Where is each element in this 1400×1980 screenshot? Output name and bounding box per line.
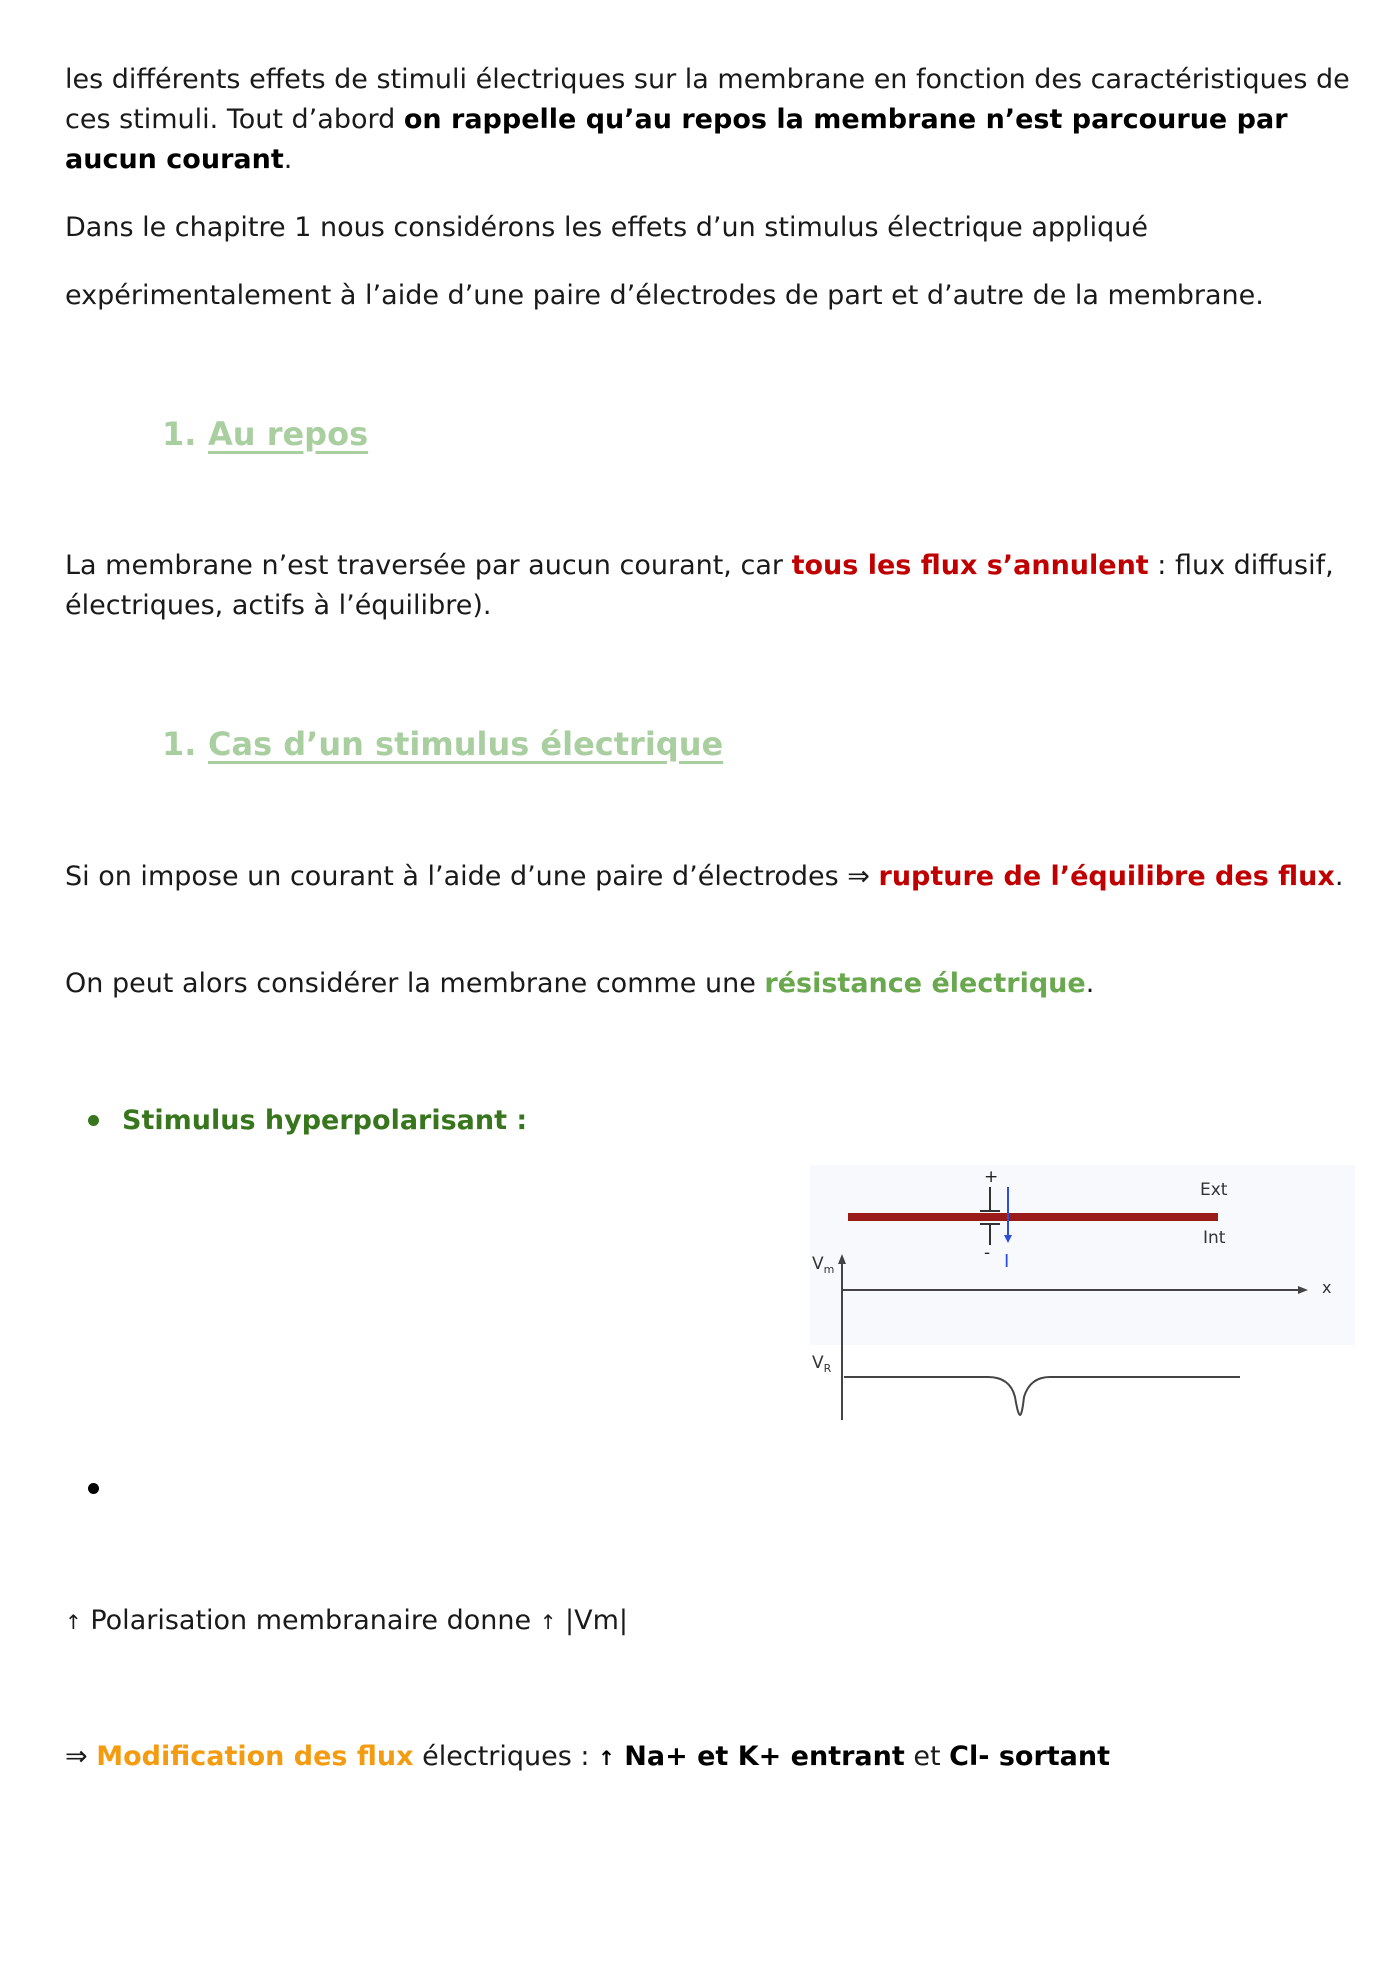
- modification-bold-sortant: Cl- sortant: [949, 1741, 1111, 1772]
- ext-label: Ext: [1200, 1180, 1228, 1200]
- modification-mid: et: [904, 1741, 950, 1772]
- potential-trace: [844, 1377, 1240, 1415]
- section-number: 1.: [162, 415, 197, 453]
- section-heading-stimulus: [162, 722, 723, 766]
- modification-bold-entrant: Na+ et K+ entrant: [614, 1741, 905, 1772]
- resistance-paragraph: [65, 964, 1355, 1004]
- chapter-line-1: Dans le chapitre 1 nous considérons les effets d’un stimulus électrique appliqué: [65, 212, 1149, 243]
- stimulus-highlight: rupture de l’équilibre des flux: [878, 861, 1335, 892]
- vr-label: $V_R$: [812, 1353, 832, 1375]
- membrane-bar: [848, 1213, 1218, 1221]
- stimulus-paragraph: [65, 857, 1355, 897]
- polarisation-text: Polarisation membranaire donne: [81, 1605, 540, 1636]
- section-title: Au repos: [208, 415, 369, 453]
- polarisation-line: [65, 1601, 1355, 1642]
- intro-paragraph: [65, 60, 1355, 180]
- section-heading-au-repos: [162, 412, 368, 456]
- chapter-line-2: expérimentalement à l’aide d’une paire d’électrodes de part et d’autre de la membrane.: [65, 280, 1264, 311]
- figure-background: [810, 1165, 1355, 1345]
- resistance-highlight: résistance électrique: [764, 968, 1086, 999]
- section-number: 1.: [162, 725, 197, 763]
- resistance-text: On peut alors considérer la membrane comme une: [65, 968, 765, 999]
- resistance-end: .: [1085, 968, 1095, 999]
- modification-highlight: Modification des flux: [96, 1741, 414, 1772]
- bullet-dot: [88, 1115, 99, 1126]
- bullet-dot-empty: [88, 1483, 99, 1494]
- polarisation-value: |Vm|: [556, 1605, 629, 1636]
- minus-label: -: [984, 1243, 991, 1263]
- modification-line: [65, 1737, 1355, 1778]
- section-title: Cas d’un stimulus électrique: [208, 725, 724, 763]
- arrow-up-icon: ↑: [539, 1610, 557, 1634]
- x-label: x: [1322, 1278, 1332, 1297]
- repos-paragraph: [65, 546, 1355, 626]
- membrane-figure: [810, 1165, 1360, 1450]
- current-label: I: [1004, 1251, 1010, 1272]
- vm-label: $V_m$: [812, 1254, 835, 1276]
- arrow-up-icon: ↑: [65, 1610, 82, 1634]
- int-label: Int: [1203, 1228, 1226, 1248]
- stimulus-text: Si on impose un courant à l’aide d’une paire d’électrodes ⇒: [65, 861, 879, 892]
- modification-prefix: ⇒: [65, 1741, 97, 1772]
- repos-rest: : flux diffusif, électriques, actifs à l’équilibre).: [65, 550, 1334, 621]
- arrow-up-icon: ↑: [598, 1746, 615, 1770]
- modification-text: électriques :: [413, 1741, 599, 1772]
- intro-bold: on rappelle qu’au repos la membrane n’est parcourue par aucun courant: [65, 104, 1288, 175]
- repos-highlight: tous les flux s’annulent: [791, 550, 1149, 581]
- stimulus-end: .: [1334, 861, 1344, 892]
- intro-text: les différents effets de stimuli électriques sur la membrane en fonction des caractéristiques de ces stimuli. Tout d’abord: [65, 64, 1350, 135]
- plus-label: +: [984, 1167, 999, 1187]
- intro-end: .: [283, 144, 293, 175]
- repos-text: La membrane n’est traversée par aucun courant, car: [65, 550, 792, 581]
- bullet-hyperpolarisant-label: Stimulus hyperpolarisant :: [122, 1105, 528, 1136]
